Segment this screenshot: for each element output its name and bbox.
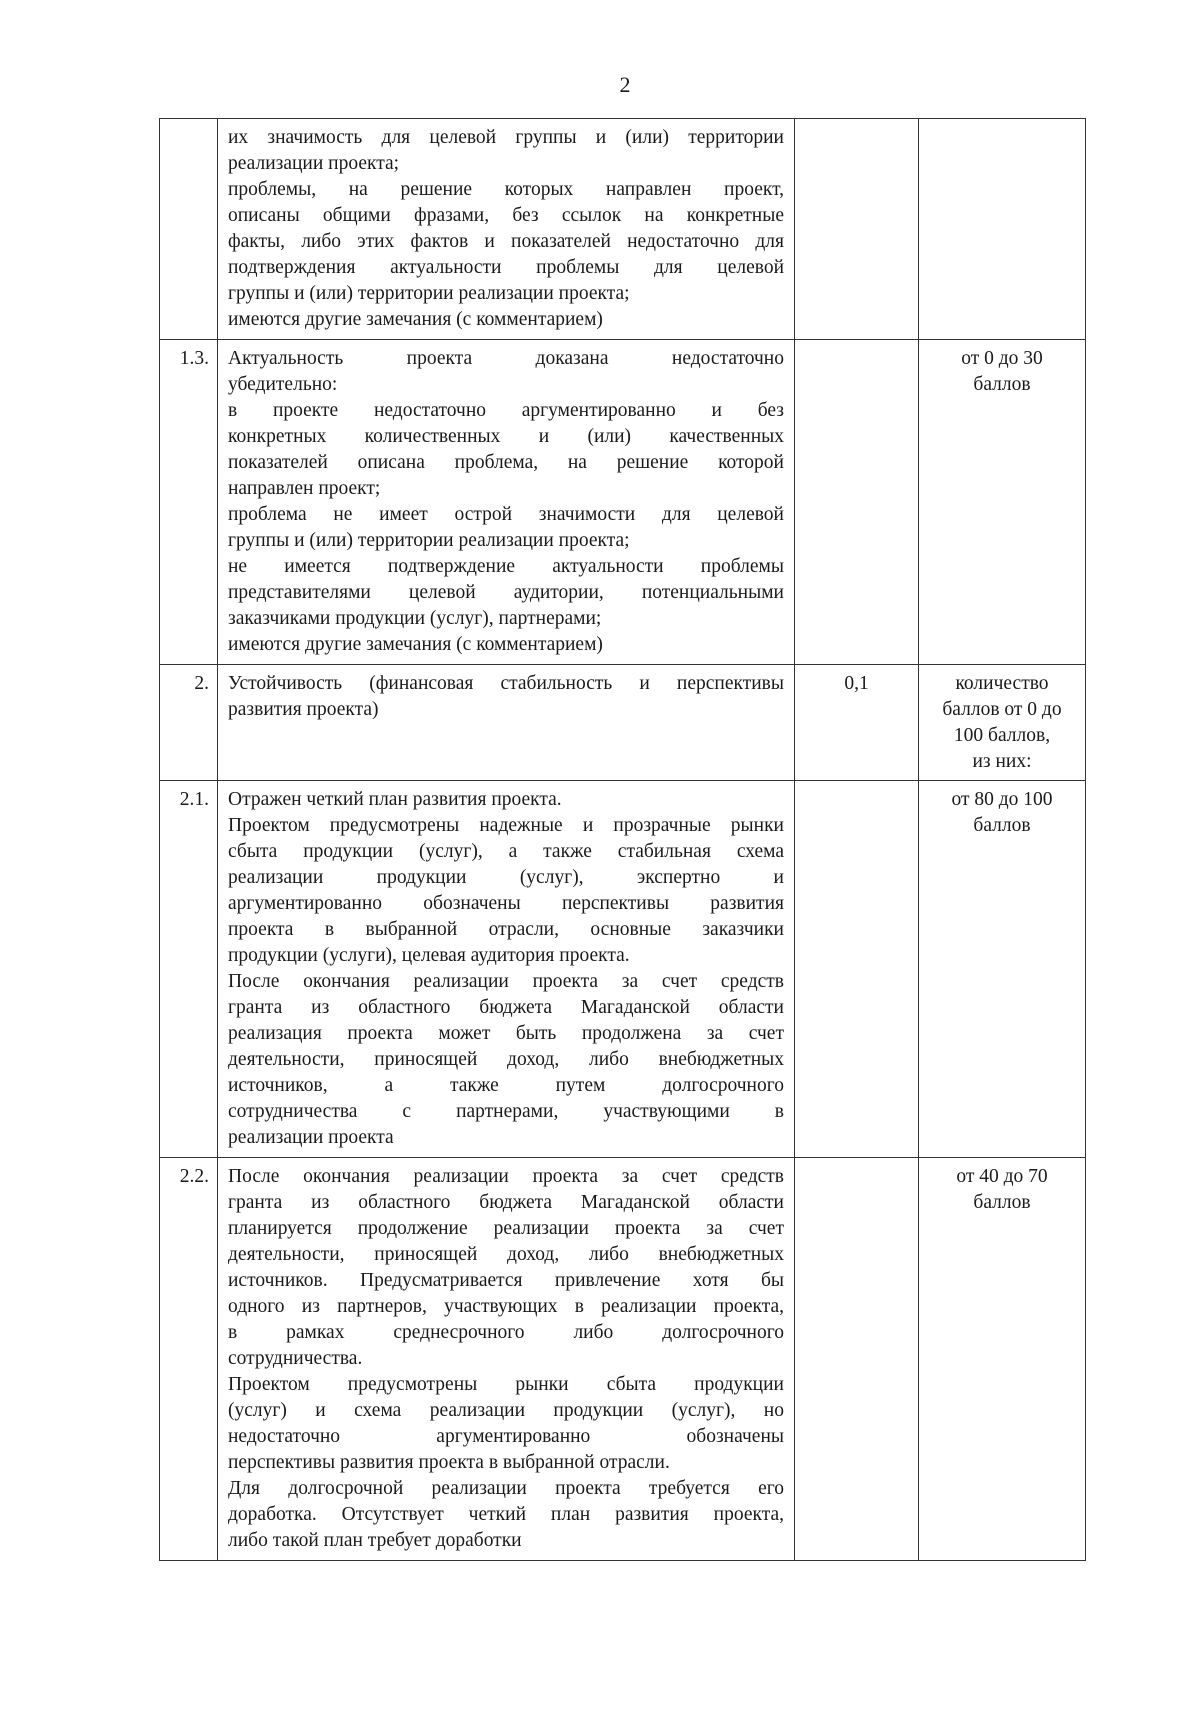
- row-description: [218, 665, 795, 781]
- criteria-table-body: [160, 119, 1086, 1561]
- score-line: от 80 до 100: [951, 789, 1053, 810]
- row-weight: [795, 1158, 919, 1561]
- score-line: из них:: [972, 751, 1032, 772]
- description-line: реализации проекта;: [228, 153, 400, 174]
- description-line: продукции (услуги), целевая аудитория проекта.: [228, 945, 630, 966]
- row-weight: [795, 340, 919, 665]
- description-line: показателей описана проблема, на решение которой: [228, 452, 784, 473]
- description-line: направлен проект;: [228, 478, 381, 499]
- table-row: [160, 1158, 1086, 1561]
- score-line: баллов: [973, 1192, 1031, 1213]
- row-description: [218, 781, 795, 1158]
- row-number: 2.2.: [160, 1158, 218, 1561]
- row-weight: [795, 119, 919, 340]
- row-score: [919, 119, 1086, 340]
- description-line: либо такой план требует доработки: [228, 1530, 522, 1551]
- score-line: баллов: [973, 815, 1031, 836]
- table-row: [160, 665, 1086, 781]
- description-line: источников. Предусматривается привлечение хотя бы: [228, 1270, 784, 1291]
- description-line: имеются другие замечания (с комментарием): [228, 309, 603, 330]
- row-weight: 0,1: [795, 665, 919, 781]
- score-line: количество: [955, 673, 1049, 694]
- row-number: 1.3.: [160, 340, 218, 665]
- description-line: гранта из областного бюджета Магаданской области: [228, 997, 784, 1018]
- description-line: подтверждения актуальности проблемы для целевой: [228, 257, 784, 278]
- description-line: факты, либо этих фактов и показателей недостаточно для: [228, 231, 784, 252]
- description-line: После окончания реализации проекта за счет средств: [228, 1166, 784, 1187]
- description-line: развития проекта): [228, 699, 379, 720]
- description-line: в проекте недостаточно аргументированно и без: [228, 400, 784, 421]
- description-line: источников, а также путем долгосрочного: [228, 1075, 784, 1096]
- table-row: [160, 340, 1086, 665]
- description-line: одного из партнеров, участвующих в реализации проекта,: [228, 1296, 784, 1317]
- description-line: реализации проекта: [228, 1127, 394, 1148]
- description-line: деятельности, приносящей доход, либо внебюджетных: [228, 1244, 784, 1265]
- score-line: баллов от 0 до: [942, 699, 1062, 720]
- row-description: [218, 340, 795, 665]
- description-line: не имеется подтверждение актуальности проблемы: [228, 556, 784, 577]
- description-line: сбыта продукции (услуг), а также стабильная схема: [228, 841, 784, 862]
- score-line: от 40 до 70: [956, 1166, 1048, 1187]
- description-line: планируется продолжение реализации проекта за счет: [228, 1218, 784, 1239]
- description-line: в рамках среднесрочного либо долгосрочного: [228, 1322, 784, 1343]
- description-line: (услуг) и схема реализации продукции (услуг), но: [228, 1400, 784, 1421]
- score-line: баллов: [973, 374, 1031, 395]
- row-description: [218, 119, 795, 340]
- description-line: Проектом предусмотрены надежные и прозрачные рынки: [228, 815, 784, 836]
- row-weight: [795, 781, 919, 1158]
- description-line: проблемы, на решение которых направлен проект,: [228, 179, 784, 200]
- description-line: представителями целевой аудитории, потенциальными: [228, 582, 784, 603]
- description-line: группы и (или) территории реализации проекта;: [228, 530, 630, 551]
- description-line: заказчиками продукции (услуг), партнерами;: [228, 608, 602, 629]
- description-line: реализация проекта может быть продолжена за счет: [228, 1023, 784, 1044]
- description-line: аргументированно обозначены перспективы развития: [228, 893, 784, 914]
- description-line: имеются другие замечания (с комментарием): [228, 634, 603, 655]
- score-line: от 0 до 30: [961, 348, 1043, 369]
- row-number: 2.: [160, 665, 218, 781]
- page-number: 2: [619, 72, 631, 97]
- score-line: 100 баллов,: [953, 725, 1051, 746]
- description-line: описаны общими фразами, без ссылок на конкретные: [228, 205, 784, 226]
- description-line: убедительно:: [228, 374, 338, 395]
- description-line: перспективы развития проекта в выбранной отрасли.: [228, 1452, 670, 1473]
- row-description: [218, 1158, 795, 1561]
- description-line: Для долгосрочной реализации проекта требуется его: [228, 1478, 784, 1499]
- description-line: доработка. Отсутствует четкий план развития проекта,: [228, 1504, 784, 1525]
- description-line: сотрудничества.: [228, 1348, 363, 1369]
- description-line: конкретных количественных и (или) качественных: [228, 426, 784, 447]
- description-line: После окончания реализации проекта за счет средств: [228, 971, 784, 992]
- row-number: [160, 119, 218, 340]
- description-line: реализации продукции (услуг), экспертно и: [228, 867, 784, 888]
- description-line: деятельности, приносящей доход, либо внебюджетных: [228, 1049, 784, 1070]
- description-line: группы и (или) территории реализации проекта;: [228, 283, 630, 304]
- description-line: Актуальность проекта доказана недостаточно: [228, 348, 784, 369]
- row-score: [919, 340, 1086, 665]
- description-line: проблема не имеет острой значимости для целевой: [228, 504, 784, 525]
- description-line: проекта в выбранной отрасли, основные заказчики: [228, 919, 784, 940]
- table-row: [160, 781, 1086, 1158]
- description-line: их значимость для целевой группы и (или) территории: [228, 127, 784, 148]
- criteria-table: [159, 118, 1086, 1561]
- description-line: недостаточно аргументированно обозначены: [228, 1426, 784, 1447]
- description-line: сотрудничества с партнерами, участвующими в: [228, 1101, 784, 1122]
- row-score: [919, 781, 1086, 1158]
- row-score: [919, 1158, 1086, 1561]
- description-line: Проектом предусмотрены рынки сбыта продукции: [228, 1374, 784, 1395]
- description-line: Отражен четкий план развития проекта.: [228, 789, 562, 810]
- row-score: [919, 665, 1086, 781]
- row-number: 2.1.: [160, 781, 218, 1158]
- description-line: гранта из областного бюджета Магаданской области: [228, 1192, 784, 1213]
- description-line: Устойчивость (финансовая стабильность и перспективы: [228, 673, 784, 694]
- table-row: [160, 119, 1086, 340]
